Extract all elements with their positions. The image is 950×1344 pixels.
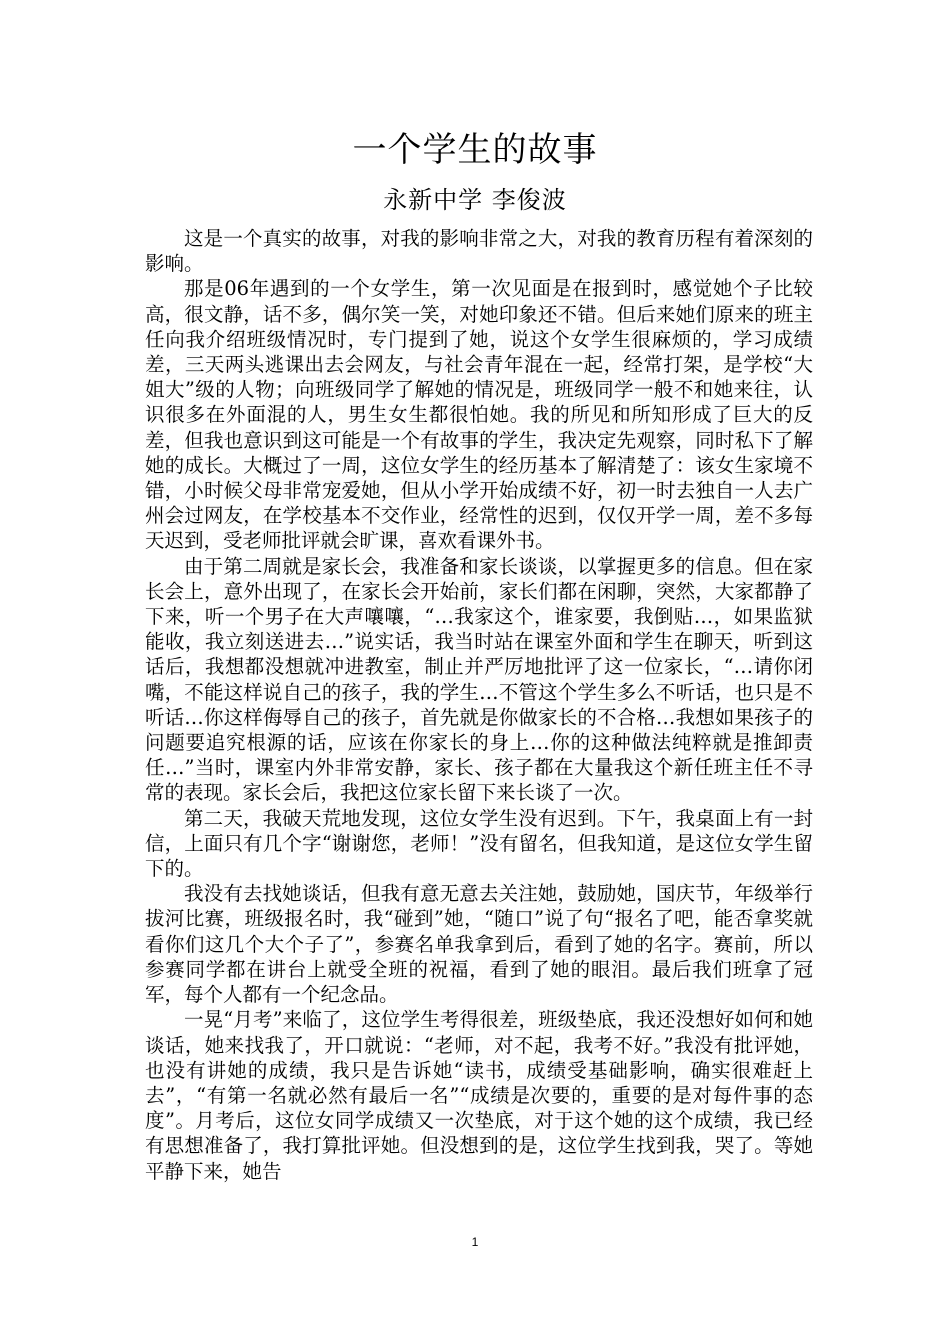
paragraph: 由于第二周就是家长会，我准备和家长谈谈，以掌握更多的信息。但在家长会上，意外出现了，在家长会开始前，家长们都在闲聊，突然，大家都静了下来，听一个男子在大声嚷嚷，“…我家这个，谁家要，我倒贴…，如果监狱能收，我立刻送进去…”说实话，我当时站在课室外面和学生在聊天，听到这话后，我想都没想就冲进教室，制止并严厉地批评了这一位家长，“…请你闭嘴，不能这样说自己的孩子，我的学生…不管这个学生多么不听话，也只是不听话…你这样侮辱自己的孩子，首先就是你做家长的不合格…我想如果孩子的问题要追究根源的话，应该在你家长的身上…你的这种做法纯粹就是推卸责任…”当时，课室内外非常安静，家长、孩子都在大量我这个新任班主任不寻常的表现。家长会后，我把这位家长留下来长谈了一次。 [145,554,813,805]
document-title: 一个学生的故事 [352,130,598,170]
paragraph: 我没有去找她谈话，但我有意无意去关注她，鼓励她，国庆节，年级举行拔河比赛，班级报名时，我“碰到”她，“随口”说了句“报名了吧，能否拿奖就看你们这几个大个子了”，参赛名单我拿到后，看到了她的名字。赛前，所以参赛同学都在讲台上就受全班的祝福，看到了她的眼泪。最后我们班拿了冠军，每个人都有一个纪念品。 [145,882,813,1007]
page-number: 1 [471,1235,479,1249]
paragraph: 一晃“月考”来临了，这位学生考得很差，班级垫底，我还没想好如何和她谈话，她来找我了，开口就说：“老师，对不起，我考不好。”我没有批评她，也没有讲她的成绩，我只是告诉她“读书，成绩受基础影响，确实很难赶上去”，“有第一名就必然有最后一名”“成绩是次要的，重要的是对每件事的态度”。月考后，这位女同学成绩又一次垫底，对于这个她的这个成绩，我已经有思想准备了，我打算批评她。但没想到的是，这位学生找到我，哭了。等她平静下来，她告 [145,1008,813,1183]
paragraph: 第二天，我破天荒地发现，这位女学生没有迟到。下午，我桌面上有一封信，上面只有几个字“谢谢您，老师！”没有留名，但我知道，是这位女学生留下的。 [145,806,813,881]
article-body [145,226,813,1184]
author-line: 永新中学 李俊波 [383,186,567,214]
paragraph: 那是06年遇到的一个女学生，第一次见面是在报到时，感觉她个子比较高，很文静，话不多，偶尔笑一笑，对她印象还不错。但后来她们原来的班主任向我介绍班级情况时，专门提到了她，说这个女学生很麻烦的，学习成绩差，三天两头逃课出去会网友，与社会青年混在一起，经常打架，是学校“大姐大”级的人物；向班级同学了解她的情况是，班级同学一般不和她来往，认识很多在外面混的人，男生女生都很怕她。我的所见和所知形成了巨大的反差，但我也意识到这可能是一个有故事的学生，我决定先观察，同时私下了解她的成长。大概过了一周，这位女学生的经历基本了解清楚了：该女生家境不错，小时候父母非常宠爱她，但从小学开始成绩不好，初一时去独自一人去广州会过网友，在学校基本不交作业，经常性的迟到，仅仅开学一周，差不多每天迟到，受老师批评就会旷课，喜欢看课外书。 [145,277,813,553]
paragraph: 这是一个真实的故事，对我的影响非常之大，对我的教育历程有着深刻的影响。 [145,227,813,276]
